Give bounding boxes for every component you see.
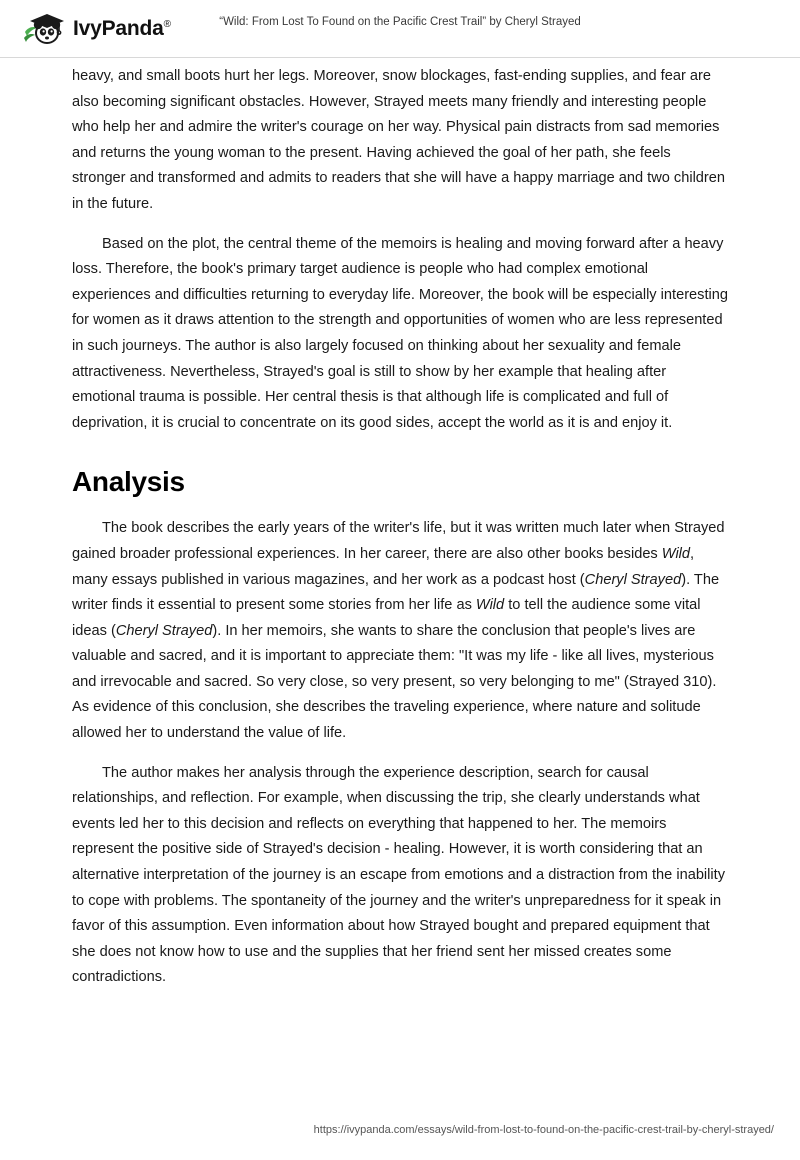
paragraph-theme: Based on the plot, the central theme of the memoirs is healing and moving forward after a heavy loss. Therefore, the book's primary target audience is people who had complex emotional experiences and difficulties returning to everyday life. Moreover, the book will be especially interesting for women as it draws attention to the strength and opportunities of women who are less represented in such journeys. The author is also largely focused on thinking about her sexuality and female attractiveness. Nevertheless, Strayed's goal is still to show by her example that healing after emotional trauma is possible. Her central thesis is that although life is complicated and full of deprivation, it is crucial to concentrate on its good sides, accept the world as it is and enjoy it. — [72, 235, 728, 431]
brand-registered-mark: ® — [163, 18, 171, 30]
text-run: ). The writer finds it essential to present some stories from her life as — [72, 571, 720, 614]
book-title-wild: Wild — [475, 597, 505, 614]
page-header — [0, 0, 800, 58]
text-run: to tell the audience some vital ideas ( — [72, 597, 701, 639]
graduation-cap-panda-logo-icon — [22, 12, 66, 46]
document-title: “Wild: From Lost To Found on the Pacific Crest Trail” by Cheryl Strayed — [219, 16, 581, 28]
citation-cheryl-strayed: Cheryl Strayed — [584, 571, 682, 588]
paragraph-analysis-2: The author makes her analysis through the experience description, search for causal relationships, and reflection. For example, when discussing the trip, she clearly understands what events led her to this decision and reflects on everything that happened to her. The memoirs represent the positive side of Strayed's decision - healing. However, it is worth considering that an alternative interpretation of the journey is an escape from emotions and a distraction from the inability to cope with problems. The spontaneity of the journey and the writer's unpreparedness for it speak in favor of this assumption. Even information about how Strayed bought and prepared equipment that she does not know how to use and the supplies that her friend sent her missed creates some contradictions. — [72, 764, 726, 986]
brand-name — [73, 17, 171, 41]
text-run: , many essays published in various magazines, and her work as a podcast host ( — [72, 545, 695, 588]
book-title-wild: Wild — [661, 545, 691, 562]
text-run: ). In her memoirs, she wants to share the conclusion that people's lives are valuable and sacred, and it is important to appreciate them: "It was my life - like all lives, mysterious and irrevocable and sacred. So very close, so very present, so very belonging to me" (Strayed 310). As evidence of this conclusion, she describes the traveling experience, where nature and solitude allowed her to understand the value of life. — [72, 622, 717, 742]
text-run: The book describes the early years of the writer's life, but it was written much later when Strayed gained broader professional experiences. In her career, there are also other books besides — [72, 520, 725, 562]
source-url-link[interactable]: https://ivypanda.com/essays/wild-from-lost-to-found-on-the-pacific-crest-trail-by-cheryl-strayed/ — [313, 1124, 774, 1136]
paragraph-continued: heavy, and small boots hurt her legs. Moreover, snow blockages, fast-ending supplies, and fear are also becoming significant obstacles. However, Strayed meets many friendly and interesting people who help her and admire the writer's courage on her way. Physical pain distracts from sad memories and returns the young woman to the present. Having achieved the goal of her path, she feels stronger and transformed and admits to readers that she will have a happy marriage and two children in the future. — [72, 68, 726, 212]
section-heading-analysis: Analysis — [72, 466, 185, 498]
paragraph-analysis-1 — [72, 516, 728, 746]
document-body — [72, 64, 728, 991]
citation-cheryl-strayed: Cheryl Strayed — [115, 622, 213, 639]
brand-logo-link[interactable] — [22, 12, 171, 46]
brand-name-text: IvyPanda — [73, 16, 164, 40]
